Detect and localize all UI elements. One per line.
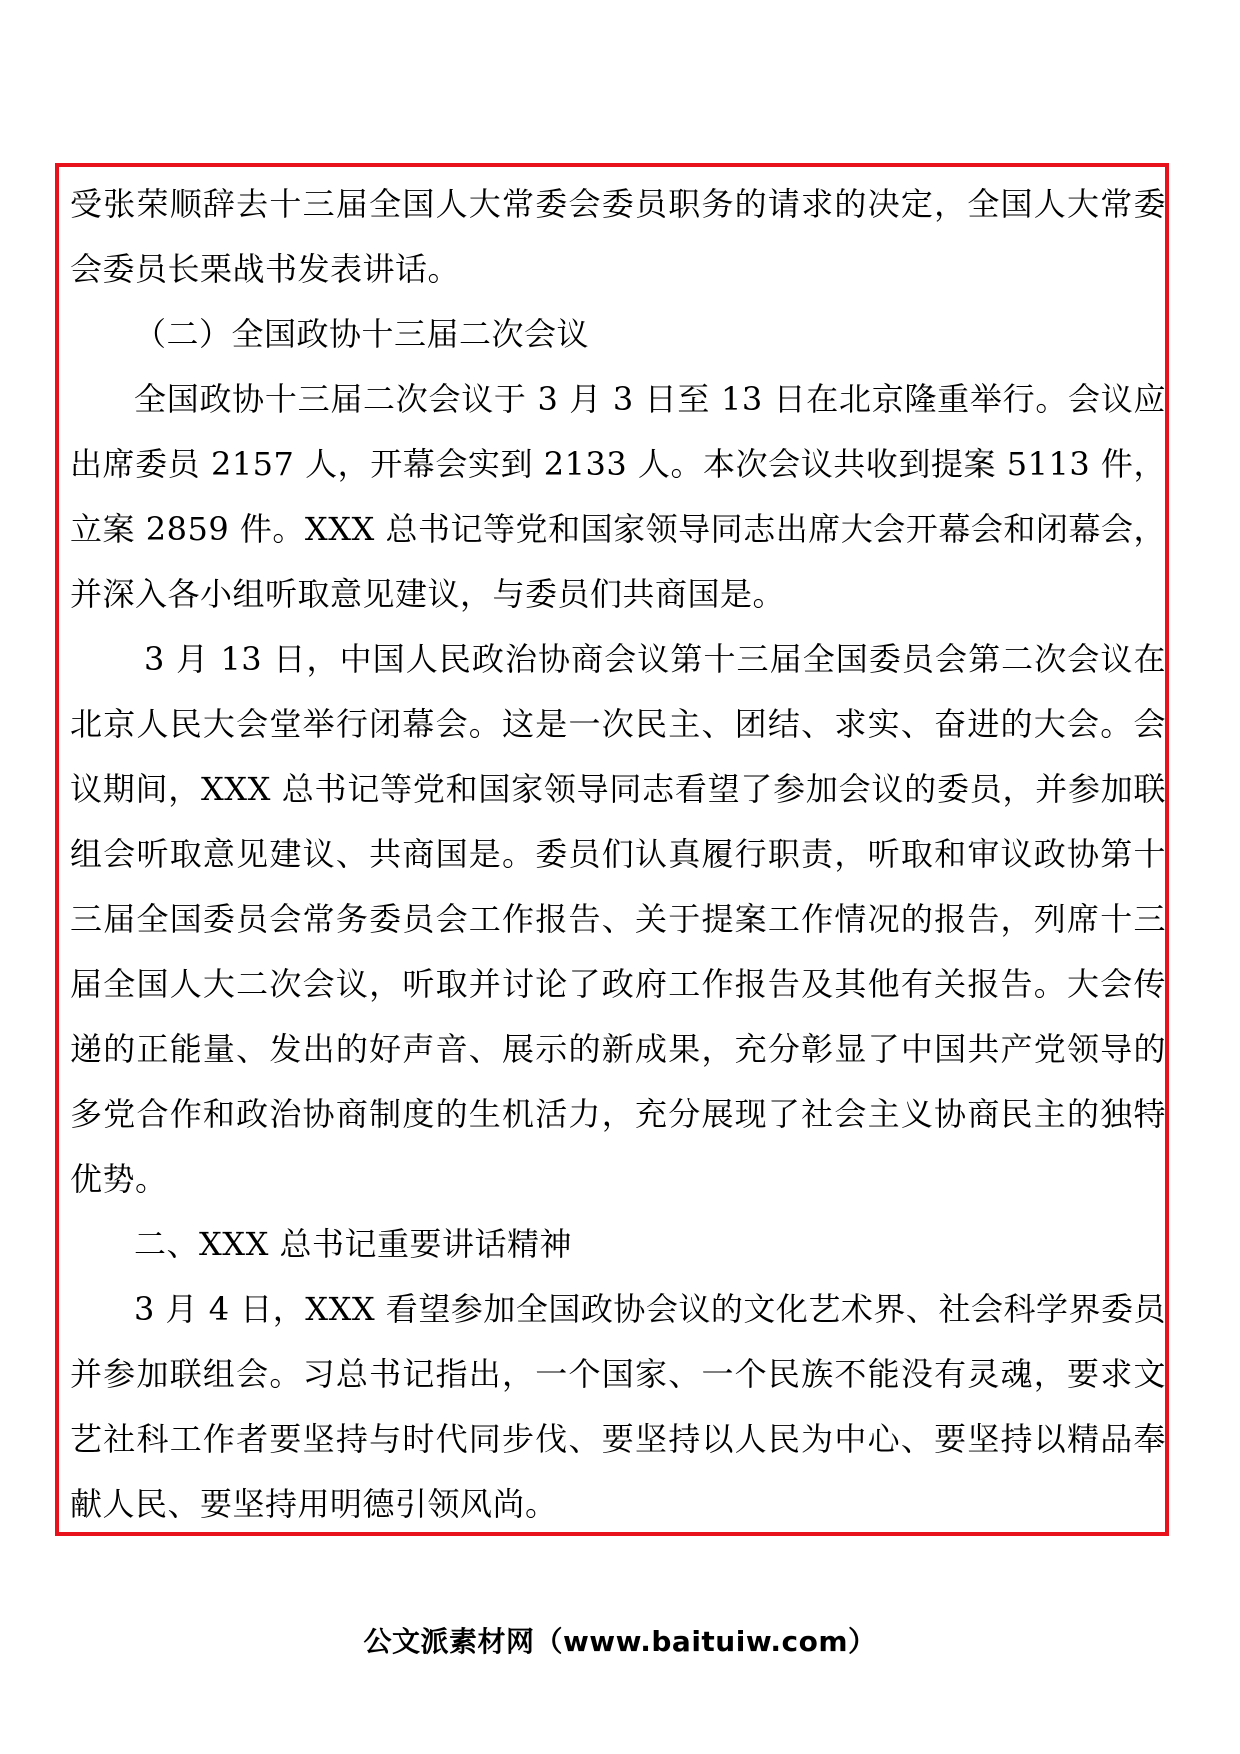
paragraph-continuation: 受张荣顺辞去十三届全国人大常委会委员职务的请求的决定，全国人大常委会委员长栗战书发表讲话。: [70, 185, 1166, 288]
paragraph-cppcc-closing: 3 月 13 日，中国人民政治协商会议第十三届全国委员会第二次会议在北京人民大会堂举行闭幕会。这是一次民主、团结、求实、奋进的大会。会议期间，XXX 总书记等党和国家领导同志看望了参加会议的委员，并参加联组会听取意见建议、共商国是。委员们认真履行职责，听取和审议政协第十三届全国委员会常务委员会工作报告、关于提案工作情况的报告，列席十三届全国人大二次会议，听取并讨论了政府工作报告及其他有关报告。大会传递的正能量、发出的好声音、展示的新成果，充分彰显了中国共产党领导的多党合作和政治协商制度的生机活力，充分展现了社会主义协商民主的独特优势。: [70, 640, 1166, 1198]
document-body: [70, 172, 1166, 1537]
section-heading-cppcc-session: （二）全国政协十三届二次会议: [134, 315, 590, 353]
footer-watermark: 公文派素材网（www.baituiw.com）: [363, 1625, 877, 1658]
paragraph-cppcc-overview: 全国政协十三届二次会议于 3 月 3 日至 13 日在北京隆重举行。会议应出席委员 2157 人，开幕会实到 2133 人。本次会议共收到提案 5113 件，立案 2859 件。XXX 总书记等党和国家领导同志出席大会开幕会和闭幕会，并深入各小组听取意见建议，与委员们共商国是。: [70, 380, 1166, 613]
section-heading-speech-spirit: 二、XXX 总书记重要讲话精神: [134, 1225, 573, 1263]
paragraph-speech-march-4: 3 月 4 日，XXX 看望参加全国政协会议的文化艺术界、社会科学界委员并参加联组会。习总书记指出，一个国家、一个民族不能没有灵魂，要求文艺社科工作者要坚持与时代同步伐、要坚持以人民为中心、要坚持以精品奉献人民、要坚持用明德引领风尚。: [70, 1290, 1166, 1523]
